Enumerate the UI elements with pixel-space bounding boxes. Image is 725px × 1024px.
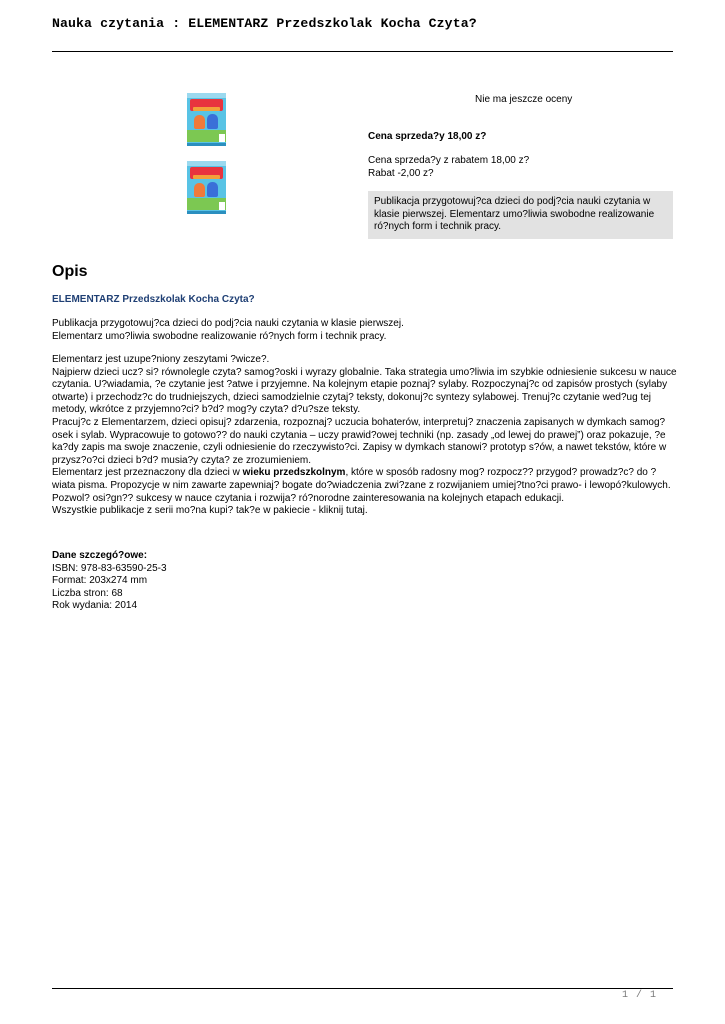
details-heading: Dane szczegó?owe: [52, 550, 148, 561]
discount-price: Cena sprzeda?y z rabatem 18,00 z? [368, 155, 530, 166]
price-label: Cena sprzeda?y 18,00 z? [368, 131, 487, 142]
intro-line: Publikacja przygotowuj?ca dzieci do podj?cia nauki czytania w klasie pierwszej. [52, 318, 404, 329]
page-number: 1 / 1 [621, 990, 657, 1001]
rating-status: Nie ma jeszcze oceny [475, 94, 573, 105]
details-year: Rok wydania: 2014 [52, 600, 138, 612]
details-pages: Liczba stron: 68 [52, 587, 123, 599]
book-cover-image[interactable] [187, 93, 226, 146]
details-format: Format: 203x274 mm [52, 575, 148, 587]
description-subheading: ELEMENTARZ Przedszkolak Kocha Czyta? [52, 294, 255, 305]
page-title: Nauka czytania : ELEMENTARZ Przedszkolak Kocha Czyta? [52, 16, 477, 31]
footer-divider [52, 988, 673, 989]
description-heading: Opis [52, 263, 88, 280]
discount-amount: Rabat -2,00 z? [368, 167, 434, 179]
description-intro [52, 318, 677, 343]
details-isbn: ISBN: 978-83-63590-25-3 [52, 562, 167, 574]
package-link-text[interactable]: Wszystkie publikacje z serii mo?na kupi? tak?e w pakiecie - kliknij tutaj. [52, 505, 368, 517]
paragraph-text: Elementarz jest przeznaczony dla dzieci w [52, 467, 243, 479]
paragraph-text: , które w sposób radosny mog? rozpocz?? przygod? prowadz?c? do ?wiata pisma. Propozycje w nim zawarte zapewniaj? bogate do?wiadczenia zwi?zane z rozwijaniem umiej?tno?ci prawo- i lewopó?kulowych. Pozwol? osi?gn?? sukcesy w nauce czytania i rozwija? ró?norodne zainteresowania na kolejnych etapach edukacji. [52, 467, 671, 504]
description-paragraph: Najpierw dzieci ucz? si? równolegle czyta? samog?oski i wyrazy globalnie. Taka strategia umo?liwia im szybkie odniesienie sukcesu w nauce czytania. U?wiadamia, ?e czytanie jest ?atwe i przyjemne. Na kolejnym etapie poznaj? sylaby. Rozpoczynaj?c od zapisów prostych (sylaby otwarte) i przechodz?c do trudniejszych, dzieci samodzielnie czytaj? teksty, dokonuj?c syntezy sylabowej. Trenuj?c czytanie wed?ug tej metody, wkrótce z przyjemno?ci? b?d? mog?y czyta? d?u?sze teksty. [52, 366, 677, 416]
discount-block [368, 155, 529, 180]
description-paragraph: Elementarz jest uzupe?niony zeszytami ?wicze?. [52, 354, 270, 365]
bold-phrase: wieku przedszkolnym [242, 467, 346, 479]
product-summary: Publikacja przygotowuj?ca dzieci do podj?cia nauki czytania w klasie pierwszej. Elementarz umo?liwia swobodne realizowanie ró?nych form i technik pracy. [368, 191, 673, 239]
intro-line: Elementarz umo?liwia swobodne realizowanie ró?nych form i technik pracy. [52, 330, 387, 342]
book-cover-thumbnail[interactable] [187, 161, 226, 214]
description-paragraph [52, 467, 677, 505]
description-body [52, 354, 677, 518]
details-block [52, 550, 677, 613]
description-paragraph: Pracuj?c z Elementarzem, dzieci opisuj? zdarzenia, rozpoznaj? uczucia bohaterów, interpretuj? znaczenia zapisanych w dymkach samog?osek i sylab. Wypracowuje to gotowo?? do nauki czytania – uczy prawid?owej techniki (np. zasady „od lewej do prawej”) oraz pokazuje, ?e ka?dy zapis ma swoje znaczenie, czyli odniesienie do rzeczywisto?ci. Zapisy w dymkach stanowi? prototyp s?ów, a nawet tekstów, które w przysz?o?ci dzieci b?d? musia?y czyta? ze zrozumieniem. [52, 416, 667, 466]
header-divider [52, 51, 673, 52]
